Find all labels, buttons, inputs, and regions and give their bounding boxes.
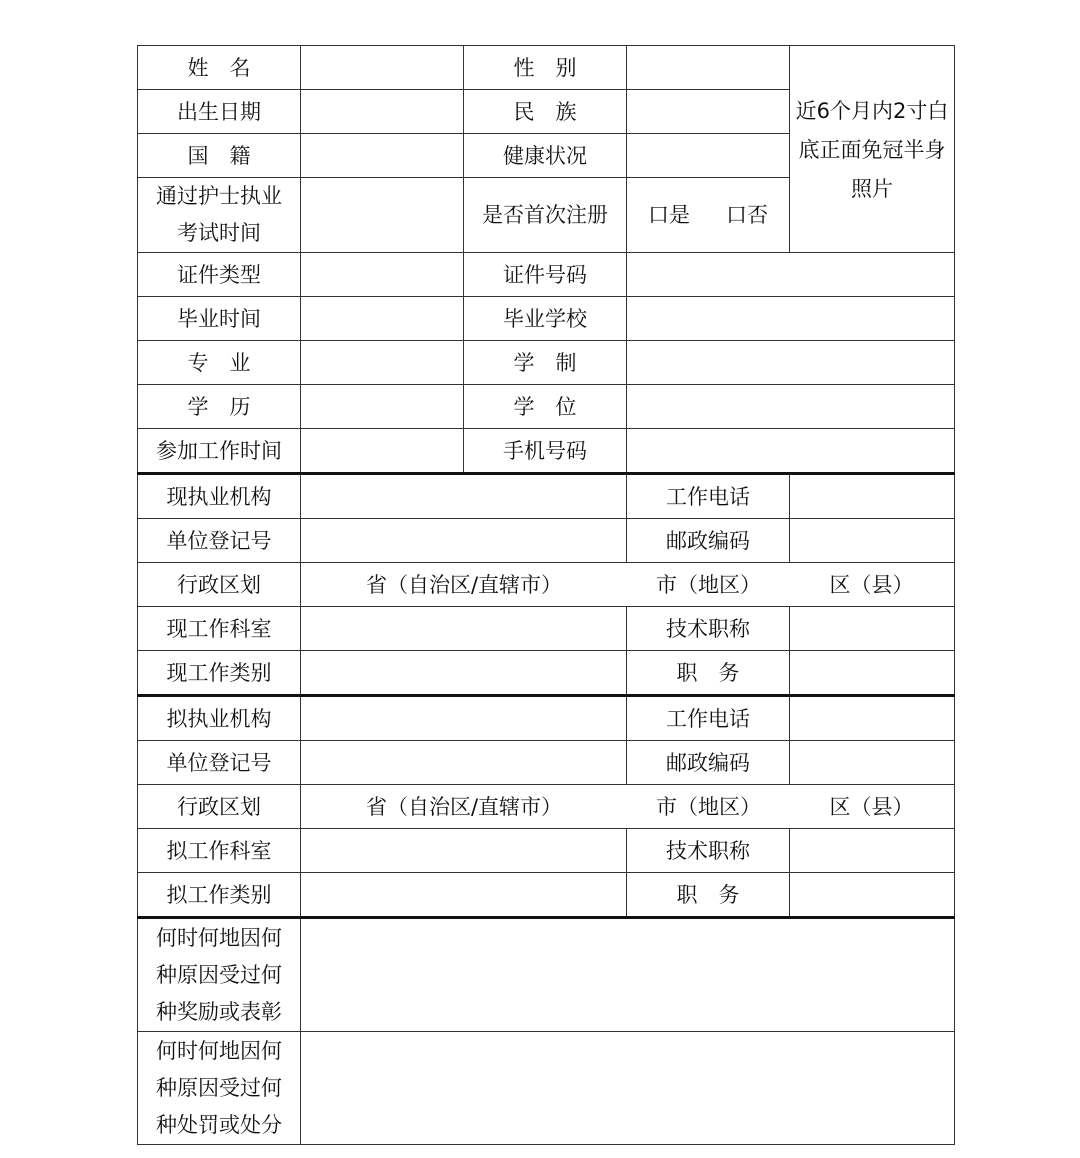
proposed-province-suffix: 省（自治区/直辖市） [365, 794, 563, 819]
proposed-category-field[interactable] [301, 873, 627, 918]
proposed-region-label: 行政区划 [138, 785, 301, 829]
major-label: 专 业 [138, 341, 301, 385]
proposed-position-label: 职 务 [627, 873, 790, 918]
awards-field[interactable] [301, 918, 955, 1032]
current-position-label: 职 务 [627, 651, 790, 696]
current-category-label: 现工作类别 [138, 651, 301, 696]
graduation-school-field[interactable] [627, 297, 955, 341]
current-province-suffix: 省（自治区/直辖市） [365, 572, 563, 597]
proposed-category-label: 拟工作类别 [138, 873, 301, 918]
work-start-label: 参加工作时间 [138, 429, 301, 474]
proposed-reg-no-field[interactable] [301, 741, 627, 785]
first-registration-no-checkbox[interactable]: 口否 [726, 203, 768, 227]
gender-field[interactable] [627, 46, 790, 90]
work-start-field[interactable] [301, 429, 464, 474]
graduation-school-label: 毕业学校 [464, 297, 627, 341]
mobile-phone-label: 手机号码 [464, 429, 627, 474]
schooling-field[interactable] [627, 341, 955, 385]
proposed-city-suffix: 市（地区） [656, 794, 761, 819]
id-number-label: 证件号码 [464, 253, 627, 297]
graduation-time-label: 毕业时间 [138, 297, 301, 341]
gender-label: 性 别 [464, 46, 627, 90]
proposed-org-label: 拟执业机构 [138, 696, 301, 741]
current-dept-label: 现工作科室 [138, 607, 301, 651]
proposed-reg-no-label: 单位登记号 [138, 741, 301, 785]
proposed-region-field[interactable] [301, 785, 955, 829]
schooling-label: 学 制 [464, 341, 627, 385]
exam-time-field[interactable] [301, 178, 464, 253]
name-label: 姓 名 [138, 46, 301, 90]
ethnicity-label: 民 族 [464, 90, 627, 134]
id-number-field[interactable] [627, 253, 955, 297]
current-region-label: 行政区划 [138, 563, 301, 607]
proposed-work-phone-field[interactable] [790, 696, 955, 741]
education-field[interactable] [301, 385, 464, 429]
photo-placeholder[interactable]: 近6个月内2寸白底正面免冠半身照片 [790, 46, 955, 253]
birth-date-field[interactable] [301, 90, 464, 134]
awards-label [138, 918, 301, 1032]
proposed-dept-field[interactable] [301, 829, 627, 873]
current-category-field[interactable] [301, 651, 627, 696]
current-org-label: 现执业机构 [138, 474, 301, 519]
proposed-title-field[interactable] [790, 829, 955, 873]
proposed-postcode-label: 邮政编码 [627, 741, 790, 785]
proposed-org-field[interactable] [301, 696, 627, 741]
id-type-field[interactable] [301, 253, 464, 297]
graduation-time-field[interactable] [301, 297, 464, 341]
birth-date-label: 出生日期 [138, 90, 301, 134]
proposed-position-field[interactable] [790, 873, 955, 918]
exam-time-label-text: 通过护士执业考试时间 [156, 184, 282, 245]
name-field[interactable] [301, 46, 464, 90]
degree-field[interactable] [627, 385, 955, 429]
current-title-field[interactable] [790, 607, 955, 651]
proposed-postcode-field[interactable] [790, 741, 955, 785]
current-region-field[interactable] [301, 563, 955, 607]
degree-label: 学 位 [464, 385, 627, 429]
mobile-phone-field[interactable] [627, 429, 955, 474]
nationality-label: 国 籍 [138, 134, 301, 178]
health-field[interactable] [627, 134, 790, 178]
proposed-work-phone-label: 工作电话 [627, 696, 790, 741]
current-org-field[interactable] [301, 474, 627, 519]
proposed-district-suffix: 区（县） [829, 794, 914, 819]
proposed-dept-label: 拟工作科室 [138, 829, 301, 873]
first-registration-label: 是否首次注册 [464, 178, 627, 253]
health-label: 健康状况 [464, 134, 627, 178]
education-label: 学 历 [138, 385, 301, 429]
nationality-field[interactable] [301, 134, 464, 178]
first-registration-options [627, 178, 790, 253]
exam-time-label [138, 178, 301, 253]
current-city-suffix: 市（地区） [656, 572, 761, 597]
current-postcode-label: 邮政编码 [627, 519, 790, 563]
current-postcode-field[interactable] [790, 519, 955, 563]
major-field[interactable] [301, 341, 464, 385]
current-work-phone-label: 工作电话 [627, 474, 790, 519]
current-dept-field[interactable] [301, 607, 627, 651]
proposed-title-label: 技术职称 [627, 829, 790, 873]
id-type-label: 证件类型 [138, 253, 301, 297]
penalty-field[interactable] [301, 1032, 955, 1145]
first-registration-yes-checkbox[interactable]: 口是 [648, 203, 690, 227]
penalty-label-text: 何时何地因何种原因受过何种处罚或处分 [156, 1038, 282, 1137]
current-reg-no-label: 单位登记号 [138, 519, 301, 563]
current-title-label: 技术职称 [627, 607, 790, 651]
current-position-field[interactable] [790, 651, 955, 696]
current-work-phone-field[interactable] [790, 474, 955, 519]
current-reg-no-field[interactable] [301, 519, 627, 563]
penalty-label [138, 1032, 301, 1145]
ethnicity-field[interactable] [627, 90, 790, 134]
current-district-suffix: 区（县） [829, 572, 914, 597]
awards-label-text: 何时何地因何种原因受过何种奖励或表彰 [156, 925, 282, 1024]
registration-form-table [137, 45, 955, 1145]
